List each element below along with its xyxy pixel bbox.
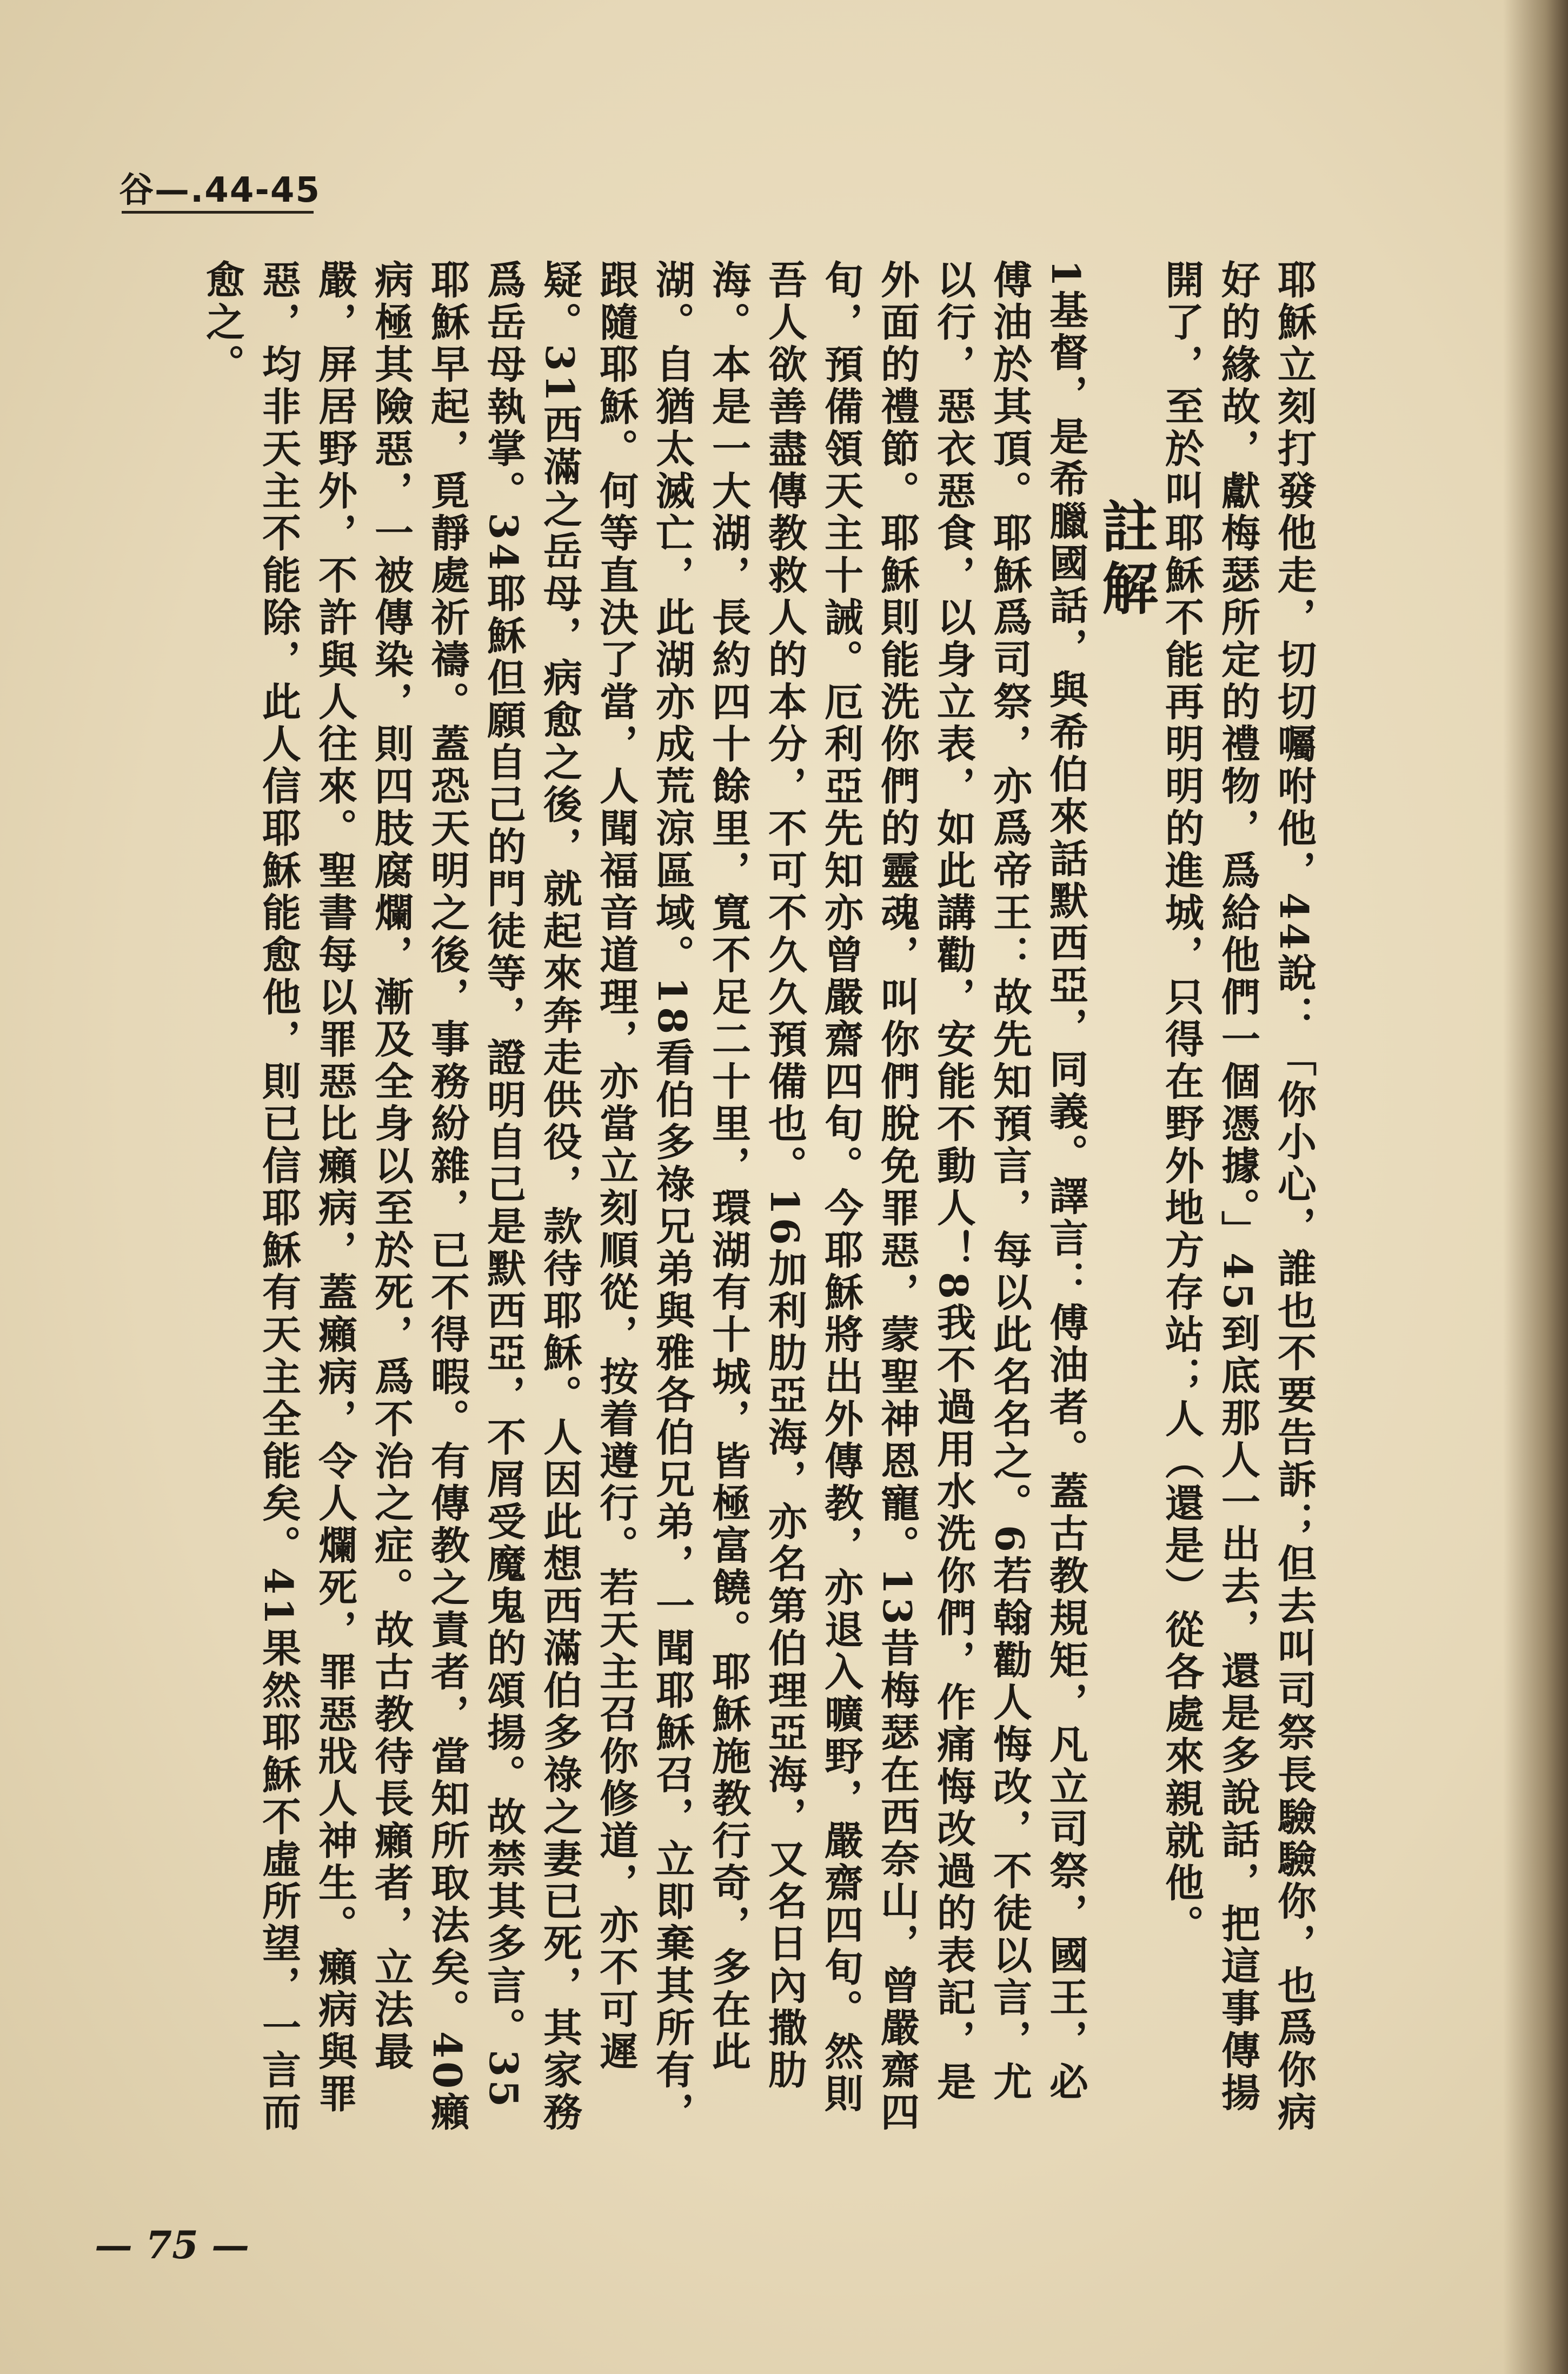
vertical-text-body xyxy=(200,260,1322,2141)
scripture-passage: 耶穌立刻打發他走，切切囑咐他，44說：「你小心，誰也不要告訴；但去叫司祭長驗驗你，也爲你病好的緣故，獻梅瑟所定的禮物，爲給他們一個憑據。」45到底那人一出去，還是多說話，把這事傳揚開了，至於叫耶穌不能再明明的進城，只得在野外地方存站；人（還是）從各處來親就他。 xyxy=(1159,260,1317,2134)
running-header: 谷—.44-45 xyxy=(119,170,321,210)
header-underline xyxy=(122,211,314,214)
page-number: — 75 — xyxy=(95,2223,250,2267)
notes-heading: 註解 xyxy=(1092,498,1159,621)
binding-shadow xyxy=(1503,0,1568,2374)
notes-text: 1基督，是希臘國話，與希伯來話默西亞，同義。譯言：傅油者。蓋古教規矩，凡立司祭，國王，必傅油於其頂。耶穌爲司祭，亦爲帝王：故先知預言，每以此名名之。6若翰勸人悔改，不徒以言，尤以行，惡衣惡食，以身立表，如此講勸，安能不動人！8我不過用水洗你們，作痛悔改過的表記，是外面的禮節。耶穌則能洗你們的靈魂，叫你們脫免罪惡，蒙聖神恩寵。13昔梅瑟在西奈山，曾嚴齋四旬，預備領天主十誡。厄利亞先知亦曾嚴齋四旬。今耶穌將出外傳教，亦退入曠野，嚴齋四旬。然則吾人欲善盡傳教救人的本分，不可不久久預備也。16加利肋亞海，亦名第伯理亞海，又名日內撒肋海。本是一大湖，長約四十餘里，寬不足二十里，環湖有十城，皆極富饒。耶穌施教行奇，多在此湖。自猶太滅亡，此湖亦成荒涼區域。18看伯多祿兄弟與雅各伯兄弟，一聞耶穌召，立即棄其所有，跟隨耶穌。何等直決了當，人聞福音道理，亦當立刻順從，按着遵行。若天主召你修道，亦不可遲疑。31西滿之岳母，病愈之後，就起來奔走供役，款待耶穌。人因此想西滿伯多祿之妻已死，其家務爲岳母執掌。34耶穌但願自己的門徒等，證明自己是默西亞，不屑受魔鬼的頌揚。故禁其多言。35耶穌早起，覓靜處祈禱。蓋恐天明之後，事務紛雜，已不得暇。有傳教之責者，當知所取法矣。40癩病極其險惡，一被傳染，則四肢腐爛，漸及全身以至於死，爲不治之症。故古教待長癩者，立法最嚴，屏居野外，不許與人往來。聖書每以罪惡比癩病，蓋癩病，令人爛死，罪惡戕人神生。癩病與罪惡，均非天主不能除，此人信耶穌能愈他，則已信耶穌有天主全能矣。41果然耶穌不虛所望，一言而愈之。 xyxy=(200,260,1089,2134)
